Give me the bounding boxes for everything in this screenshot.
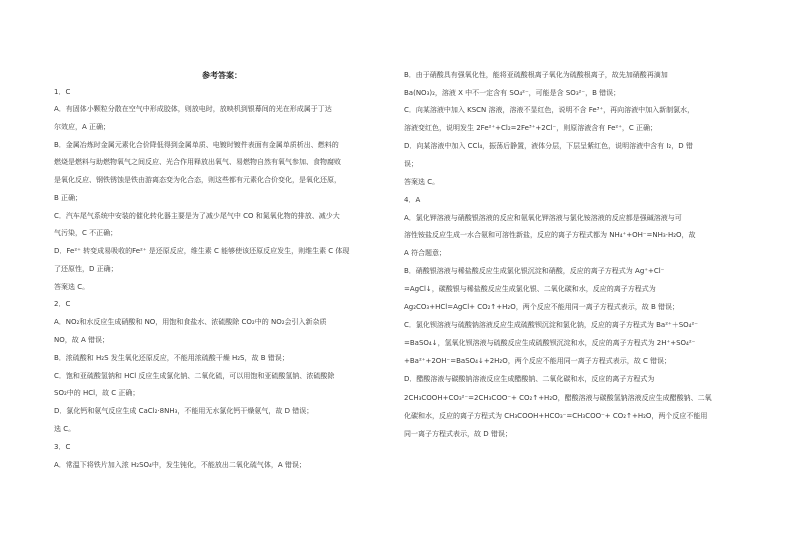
left-line-10: D．Fe²⁺ 转变成易吸收的Fe²⁺ 是还原反应，维生素 C 能够使该还原反应发生，则维生素 C 体现 bbox=[54, 247, 350, 255]
left-line-15: NO，故 A 错误； bbox=[54, 336, 109, 344]
left-line-5: 燃烧是燃料与助燃物氧气之间反应、光合作用释放出氧气、易燃物自然有氧气参加、食物腐败 bbox=[54, 158, 341, 166]
right-line-15: C．氯化钡溶液与硫酸钠溶液反应生成硫酸钡沉淀和氯化钠，反应的离子方程式为 Ba²⁺＋SO₄²⁻ bbox=[404, 321, 698, 329]
right-line-1: B．由于硝酸具有强氧化性，能将亚硫酸根离子氧化为硫酸根离子，故先加硝酸再滴加 bbox=[404, 71, 668, 79]
right-line-18: D．醋酸溶液与碳酸钠溶液反应生成醋酸钠、二氧化碳和水，反应的离子方程式为 bbox=[404, 375, 655, 383]
right-line-2: Ba(NO₃)₂，溶液 X 中不一定含有 SO₄²⁻，可能是含 SO₃²⁻，B 错误； bbox=[404, 89, 621, 97]
left-line-7: B 正确； bbox=[54, 194, 83, 202]
right-line-5: D．向某溶液中加入 CCl₄，振荡后静置，液体分层，下层呈紫红色，说明溶液中含有 I₂，D 错 bbox=[404, 142, 693, 150]
left-line-19: D．氯化钙和氨气反应生成 CaCl₂·8NH₃，不能用无水氯化钙干燥氨气，故 D 错误； bbox=[54, 407, 314, 415]
left-line-14: A．NO₂和水反应生成硝酸和 NO，用饱和食盐水、浓硫酸除 CO₂中的 NO₂会引入新杂质 bbox=[54, 318, 327, 326]
right-line-20: 化碳和水，反应的离子方程式为 CH₃COOH+HCO₃⁻=CH₃COO⁻+ CO₂↑+H₂O，两个反应不能用 bbox=[404, 412, 708, 420]
left-line-8: C．汽车尾气系统中安装的催化转化器主要是为了减少尾气中 CO 和氮氧化物的排放、减少大 bbox=[54, 212, 340, 220]
left-line-22: A．常温下将铁片加入浓 H₂SO₄中，发生钝化，不能放出二氧化硫气体，A 错误； bbox=[54, 461, 306, 469]
right-line-9: A．氯化钾溶液与硝酸银溶液的反应和氨氧化钾溶液与氯化铵溶液的反应都是强碱溶液与可 bbox=[404, 214, 682, 222]
right-line-8: 4．A bbox=[404, 196, 421, 204]
right-line-6: 误； bbox=[404, 160, 418, 168]
left-line-21: 3．C bbox=[54, 443, 71, 451]
answer-title: 参考答案： bbox=[202, 71, 242, 80]
right-line-4: 溶液变红色，说明发生 2Fe²⁺+Cl₂=2Fe³⁺+2Cl⁻，则原溶液含有 Fe²⁺，C 正确； bbox=[404, 124, 658, 132]
left-line-9: 气污染，C 不正确； bbox=[54, 229, 118, 237]
right-line-21: 同一离子方程式表示，故 D 错误； bbox=[404, 430, 512, 438]
left-line-20: 选 C。 bbox=[54, 425, 76, 433]
right-line-17: +Ba²⁺+2OH⁻=BaSO₄↓+2H₂O，两个反应不能用同一离子方程式表示，故 C 错误； bbox=[404, 357, 672, 365]
left-line-16: B．浓硫酸和 H₂S 发生氧化还原反应，不能用浓硫酸干燥 H₂S，故 B 错误； bbox=[54, 354, 289, 362]
right-line-13: =AgCl↓，碳酸银与稀盐酸反应生成氯化银、二氧化碳和水，反应的离子方程式为 bbox=[404, 285, 656, 293]
left-line-11: 了还原性，D 正确； bbox=[54, 265, 118, 273]
left-line-13: 2．C bbox=[54, 300, 71, 308]
left-line-1: 1．C bbox=[54, 88, 71, 96]
left-line-12: 答案选 C。 bbox=[54, 283, 90, 291]
left-line-6: 是氧化反应、钢铁锈蚀是铁由游离态变为化合态，则这些都有元素化合价变化，是氧化还原， bbox=[54, 176, 341, 184]
left-line-2: A．有固体小颗粒分散在空气中形成胶体，则放电时，放映机到银幕间的光在形成属于丁达 bbox=[54, 105, 332, 113]
right-line-12: B．硝酸银溶液与稀盐酸反应生成氯化银沉淀和硝酸，反应的离子方程式为 Ag⁺+Cl⁻ bbox=[404, 267, 665, 275]
left-line-4: B．金属冶炼时金属元素化合价降低得到金属单质、电镀时镀件表面有金属单质析出、燃料的 bbox=[54, 141, 339, 149]
right-line-14: Ag₂CO₃+HCl=AgCl+ CO₂↑+H₂O，两个反应不能用同一离子方程式表示，故 B 错误； bbox=[404, 303, 679, 311]
right-line-3: C．向某溶液中加入 KSCN 溶液，溶液不显红色，说明不含 Fe³⁺，再向溶液中加入新制氯水， bbox=[404, 106, 695, 114]
right-line-10: 溶性铵盐反应生成一水合氨和可溶性新盐，反应的离子方程式都为 NH₄⁺+OH⁻=NH₃·H₂O，故 bbox=[404, 231, 696, 239]
right-line-7: 答案选 C。 bbox=[404, 178, 440, 186]
right-line-16: =BaSO₄↓，氢氧化钡溶液与硫酸反应生成硫酸钡沉淀和水，反应的离子方程式为 2H⁺+SO₄²⁻ bbox=[404, 339, 696, 347]
left-line-17: C．饱和亚硫酸氢钠和 HCl 反应生成氯化钠、二氧化硫，可以用饱和亚硫酸氢钠、浓硫酸除 bbox=[54, 372, 335, 380]
left-line-18: SO₂中的 HCl，故 C 正确； bbox=[54, 389, 140, 397]
left-line-3: 尔效应，A 正确； bbox=[54, 123, 111, 131]
right-line-11: A 符合题意； bbox=[404, 249, 447, 257]
right-line-19: 2CH₃COOH+CO₃²⁻=2CH₃COO⁻+ CO₂↑+H₂O，醋酸溶液与碳酸氢钠溶液反应生成醋酸钠、二氧 bbox=[404, 394, 712, 402]
